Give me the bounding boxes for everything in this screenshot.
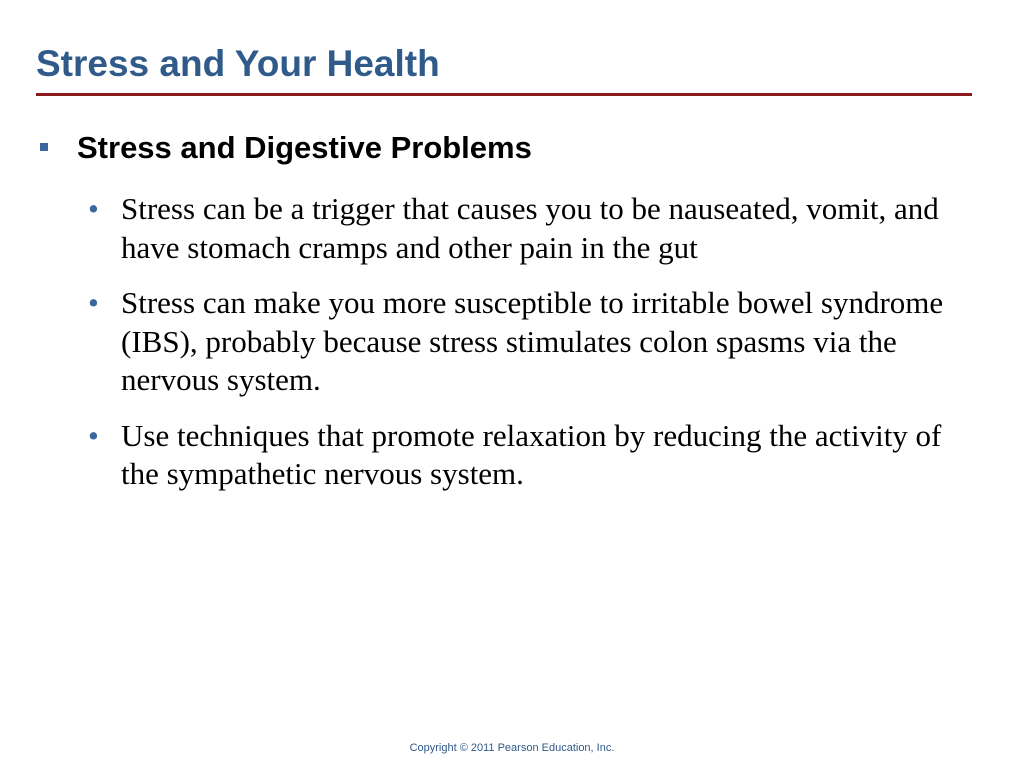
slide-title: Stress and Your Health: [36, 43, 440, 84]
bullet-text: Use techniques that promote relaxation by reducing the activity of the sympathetic nervous system.: [121, 417, 942, 491]
bullet-text: Stress can be a trigger that causes you to be nauseated, vomit, and have stomach cramps and other pain in the gut: [121, 191, 939, 265]
sub-bullet-item-3: [86, 417, 966, 494]
dot-bullet-icon: •: [88, 285, 99, 320]
copyright-footer: Copyright © 2011 Pearson Education, Inc.: [409, 742, 615, 754]
main-bullet-item: [40, 128, 970, 168]
title-divider: [36, 93, 972, 96]
sub-bullet-item-1: [86, 190, 966, 267]
bullet-text: Stress can make you more susceptible to irritable bowel syndrome (IBS), probably because stress stimulates colon spasms via the nervous system.: [121, 285, 944, 397]
dot-bullet-icon: •: [88, 417, 99, 453]
section-heading: Stress and Digestive Problems: [77, 130, 532, 165]
dot-bullet-icon: •: [88, 191, 99, 226]
sub-bullet-list: [86, 190, 966, 511]
sub-bullet-item-2: [86, 284, 966, 400]
square-bullet-icon: [40, 143, 48, 151]
main-bullet-list: [40, 128, 970, 168]
